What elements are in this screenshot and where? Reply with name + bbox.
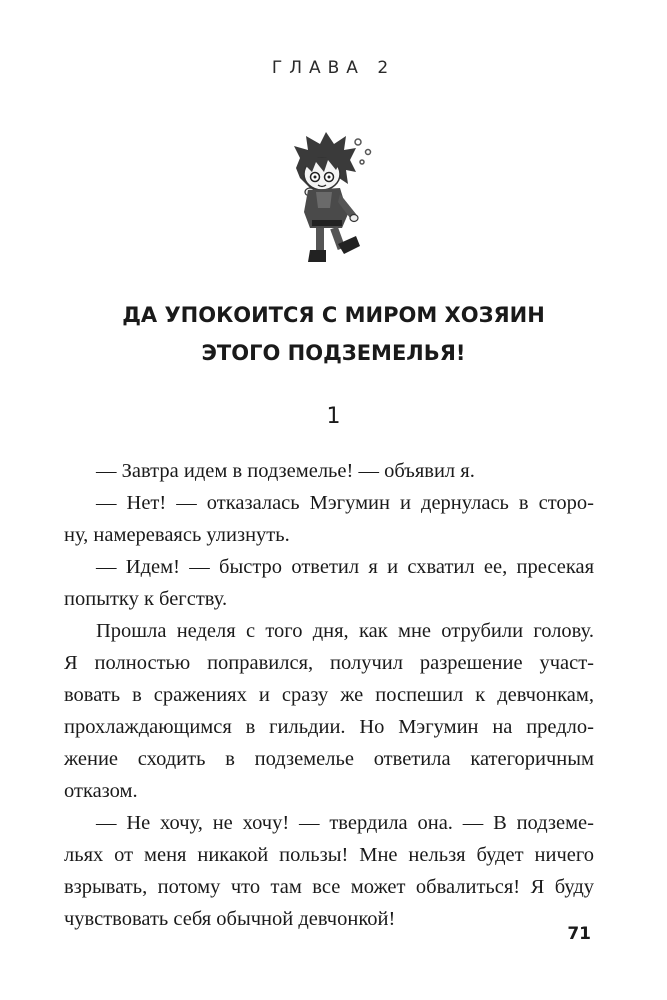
section-number: 1 [326, 404, 341, 429]
page-number: 71 [567, 924, 591, 944]
text-line: чувствовать себя обычной девчонкой! [64, 908, 396, 930]
text-line: льях от меня никакой пользы! Мне нельзя будет ничего [64, 844, 594, 866]
text-line: попытку к бегству. [64, 588, 228, 610]
chapter-label: ГЛАВА 2 [271, 58, 396, 78]
chapter-title-line: ДА УПОКОИТСЯ С МИРОМ ХОЗЯИН [122, 303, 545, 327]
text-line: Прошла неделя с того дня, как мне отрубили голову. [96, 620, 594, 642]
chibi-boy-running-illustration [286, 128, 382, 273]
body-text [64, 455, 594, 935]
chapter-title [0, 296, 667, 372]
paragraph [64, 487, 594, 551]
paragraph [64, 807, 594, 935]
paragraph [64, 551, 594, 615]
text-line: — Идем! — быстро ответил я и схватил ее, пресекая [96, 556, 594, 578]
text-line: — Завтра идем в подземелье! — объявил я. [96, 460, 475, 482]
text-line: ну, намереваясь улизнуть. [64, 524, 290, 546]
text-line: прохлаждающимся в гильдии. Но Мэгумин на предло- [64, 716, 594, 738]
paragraph [64, 615, 594, 807]
text-line: Я полностью поправился, получил разрешение участ- [64, 652, 594, 674]
paragraph [64, 455, 594, 487]
text-line: отказом. [64, 780, 138, 802]
text-line: — Не хочу, не хочу! — твердила она. — В подземе- [96, 812, 594, 834]
text-line: вовать в сражениях и сразу же поспешил к девчонкам, [64, 684, 594, 706]
chapter-title-line: ЭТОГО ПОДЗЕМЕЛЬЯ! [201, 341, 466, 365]
text-line: жение сходить в подземелье ответила категоричным [64, 748, 594, 770]
text-line: взрывать, потому что там все может обвалиться! Я буду [64, 876, 594, 898]
text-line: — Нет! — отказалась Мэгумин и дернулась в сторо- [96, 492, 594, 514]
